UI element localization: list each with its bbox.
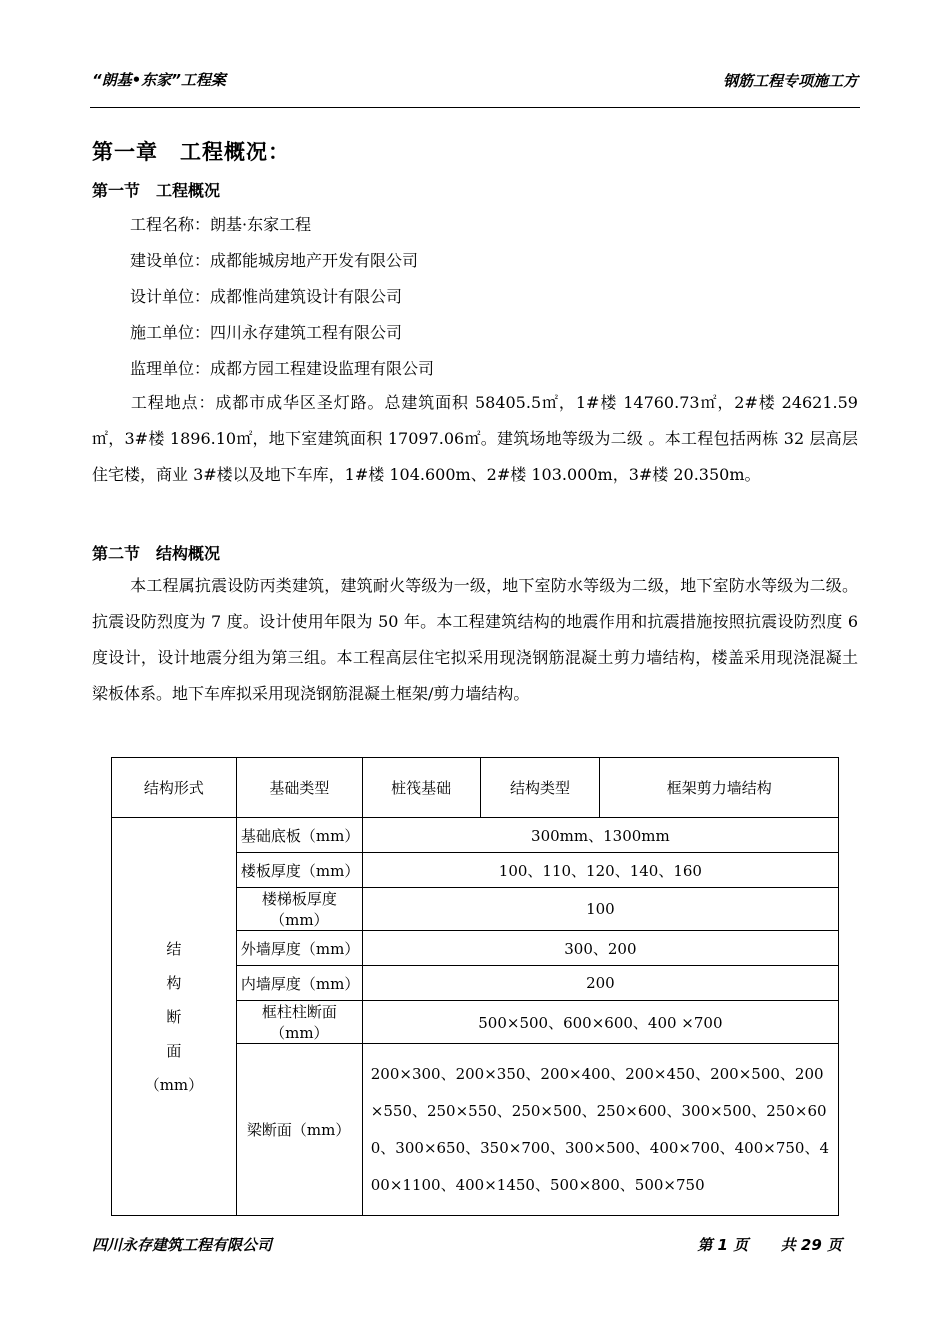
header-divider xyxy=(90,107,860,108)
row-label: 楼梯板厚度（mm） xyxy=(236,888,362,931)
location-text: 工程地点：成都市成华区圣灯路。总建筑面积 58405.5㎡，1#楼 14760.73㎡，2#楼 24621.59㎡，3#楼 1896.10㎡，地下室建筑面积 17097.06㎡。建筑场地等级为二级 。本工程包括两栋 32 层高层住宅楼，商业 3#楼以及地下车库，1#楼 104.600m、2#楼 103.000m，3#楼 20.350m。 xyxy=(92,393,858,484)
table-cell: 框架剪力墙结构 xyxy=(600,758,839,818)
row-value: 100、110、120、140、160 xyxy=(362,853,838,888)
row-value: 200×300、200×350、200×400、200×450、200×500、200×550、250×550、250×500、250×600、300×500、250×600、300×650、350×700、300×500、400×700、400×750、400×1100、400×1450、500×800、500×750 xyxy=(362,1044,838,1216)
project-name-line: 工程名称：朗基·东家工程 xyxy=(130,215,312,234)
table-cell: 结构形式 xyxy=(112,758,237,818)
footer-page-number: 第 1 页 xyxy=(697,1236,749,1254)
designer-line: 设计单位：成都惟尚建筑设计有限公司 xyxy=(130,287,403,306)
structure-text: 本工程属抗震设防丙类建筑，建筑耐火等级为一级，地下室防水等级为二级，地下室防水等级为二级。抗震设防烈度为 7 度。设计使用年限为 50 年。本工程建筑结构的地震作用和抗震措施按照抗震设防烈度 6 度设计，设计地震分组为第三组。本工程高层住宅拟采用现浇钢筋混凝土剪力墙结构，楼盖采用现浇混凝土梁板体系。地下车库拟采用现浇钢筋混凝土框架/剪力墙结构。 xyxy=(92,576,858,703)
row-value: 500×500、600×600、400 ×700 xyxy=(362,1001,838,1044)
owner-line: 建设单位：成都能城房地产开发有限公司 xyxy=(130,251,419,270)
row-value: 300、200 xyxy=(362,931,838,966)
structure-paragraph xyxy=(92,568,858,712)
contractor-line: 施工单位：四川永存建筑工程有限公司 xyxy=(130,323,403,342)
table-cell: 结构类型 xyxy=(480,758,600,818)
footer-company: 四川永存建筑工程有限公司 xyxy=(92,1236,273,1254)
header-document-title: 钢筋工程专项施工方 xyxy=(722,72,858,90)
row-value: 200 xyxy=(362,966,838,1001)
footer-page-info xyxy=(697,1234,846,1255)
footer-total-pages: 共 29 页 xyxy=(780,1236,842,1254)
row-label: 梁断面（mm） xyxy=(236,1044,362,1216)
header-project-name: “朗基•东家”工程案 xyxy=(92,71,226,89)
row-value: 100 xyxy=(362,888,838,931)
supervisor-line: 监理单位：成都方园工程建设监理有限公司 xyxy=(130,359,435,378)
row-label: 框柱柱断面（mm） xyxy=(236,1001,362,1044)
structure-table xyxy=(111,757,839,1216)
section1-title: 第一节 工程概况 xyxy=(92,181,221,200)
chapter-title: 第一章 工程概况： xyxy=(92,139,290,164)
location-paragraph xyxy=(92,385,858,493)
table-cell: 基础类型 xyxy=(236,758,362,818)
table-row xyxy=(112,818,839,853)
row-value: 300mm、1300mm xyxy=(362,818,838,853)
table-cell: 桩筏基础 xyxy=(362,758,480,818)
section2-title: 第二节 结构概况 xyxy=(92,544,221,563)
section-group-label: 结 构 断 面 （mm） xyxy=(112,818,237,1216)
row-label: 内墙厚度（mm） xyxy=(236,966,362,1001)
row-label: 基础底板（mm） xyxy=(236,818,362,853)
row-label: 楼板厚度（mm） xyxy=(236,853,362,888)
row-label: 外墙厚度（mm） xyxy=(236,931,362,966)
table-header-row xyxy=(112,758,839,818)
